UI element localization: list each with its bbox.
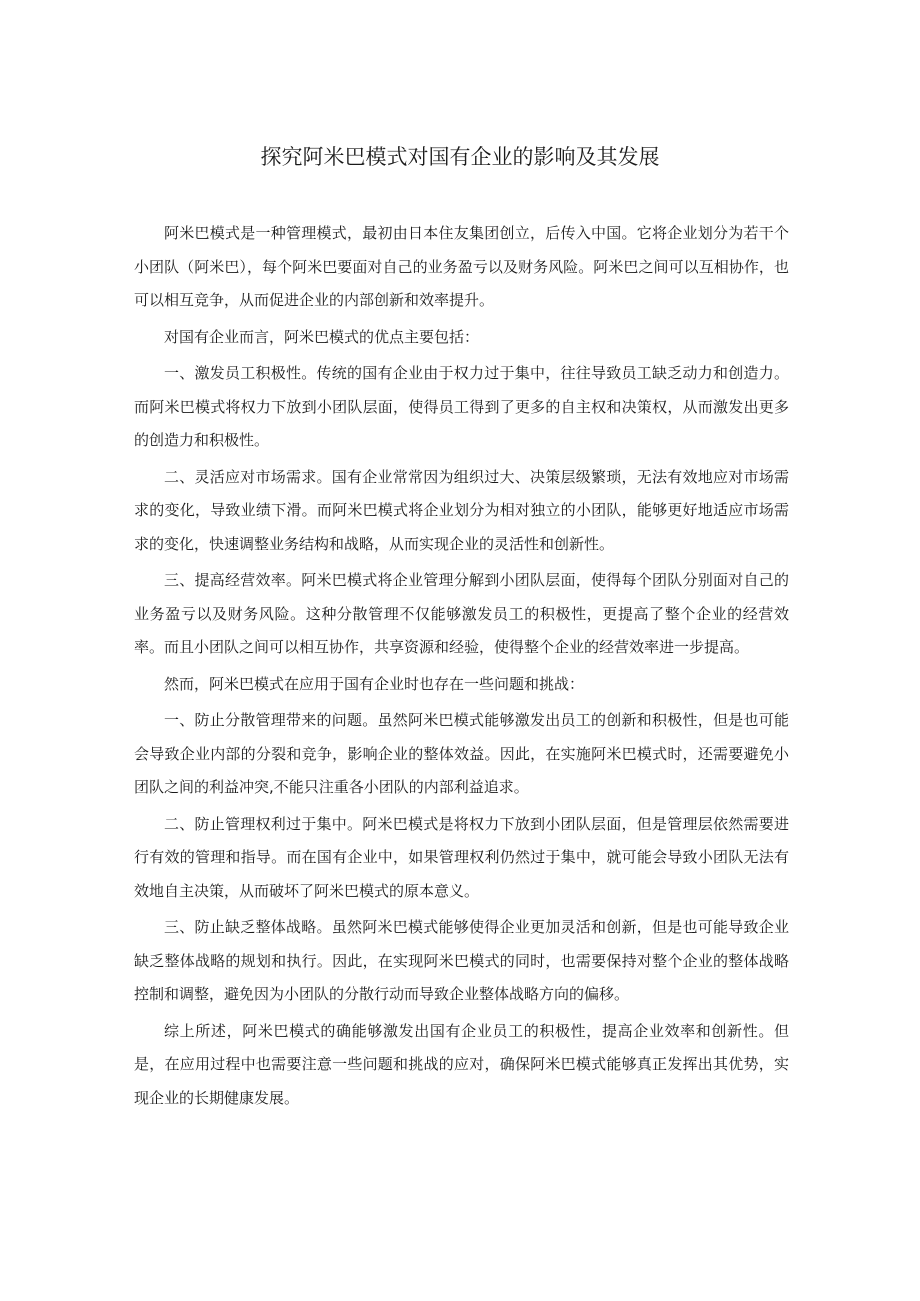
paragraph-advantage-1: 一、激发员工积极性。传统的国有企业由于权力过于集中，往往导致员工缺乏动力和创造力。而阿米巴模式将权力下放到小团队层面，使得员工得到了更多的自主权和决策权，从而激发出更多的创造力和积极性。 (134, 364, 789, 449)
paragraph-challenge-1: 一、防止分散管理带来的问题。虽然阿米巴模式能够激发出员工的创新和积极性，但是也可能会导致企业内部的分裂和竞争，影响企业的整体效益。因此，在实施阿米巴模式时，还需要避免小团队之间的利益冲突,不能只注重各小团队的内部利益追求。 (134, 711, 789, 796)
document-body (134, 217, 789, 1118)
paragraph-advantage-2: 二、灵活应对市场需求。国有企业常常因为组织过大、决策层级繁琐，无法有效地应对市场需求的变化，导致业绩下滑。而阿米巴模式将企业划分为相对独立的小团队，能够更好地适应市场需求的变化，快速调整业务结构和战略，从而实现企业的灵活性和创新性。 (134, 467, 789, 553)
paragraph-advantage-3: 三、提高经营效率。阿米巴模式将企业管理分解到小团队层面，使得每个团队分别面对自己的业务盈亏以及财务风险。这种分散管理不仅能够激发员工的积极性，更提高了整个企业的经营效率。而且小团队之间可以相互协作，共享资源和经验，使得整个企业的经营效率进一步提高。 (134, 571, 789, 656)
paragraph-challenge-2: 二、防止管理权利过于集中。阿米巴模式是将权力下放到小团队层面，但是管理层依然需要进行有效的管理和指导。而在国有企业中，如果管理权利仍然过于集中，就可能会导致小团队无法有效地自主决策，从而破坏了阿米巴模式的原本意义。 (134, 814, 789, 900)
paragraph-challenge-3: 三、防止缺乏整体战略。虽然阿米巴模式能够使得企业更加灵活和创新，但是也可能导致企业缺乏整体战略的规划和执行。因此，在实现阿米巴模式的同时，也需要保持对整个企业的整体战略控制和调整，避免因为小团队的分散行动而导致企业整体战略方向的偏移。 (134, 918, 789, 1003)
paragraph-intro: 阿米巴模式是一种管理模式，最初由日本住友集团创立，后传入中国。它将企业划分为若干个小团队（阿米巴），每个阿米巴要面对自己的业务盈亏以及财务风险。阿米巴之间可以互相协作，也可以相互竞争，从而促进企业的内部创新和效率提升。 (134, 224, 789, 309)
paragraph-advantages-lead: 对国有企业而言，阿米巴模式的优点主要包括： (164, 327, 480, 346)
paragraph-challenges-lead: 然而，阿米巴模式在应用于国有企业时也存在一些问题和挑战： (164, 674, 585, 693)
paragraph-conclusion: 综上所述，阿米巴模式的确能够激发出国有企业员工的积极性，提高企业效率和创新性。但是，在应用过程中也需要注意一些问题和挑战的应对，确保阿米巴模式能够真正发挥出其优势，实现企业的长期健康发展。 (134, 1021, 789, 1107)
document-title: 探究阿米巴模式对国有企业的影响及其发展 (260, 145, 660, 169)
